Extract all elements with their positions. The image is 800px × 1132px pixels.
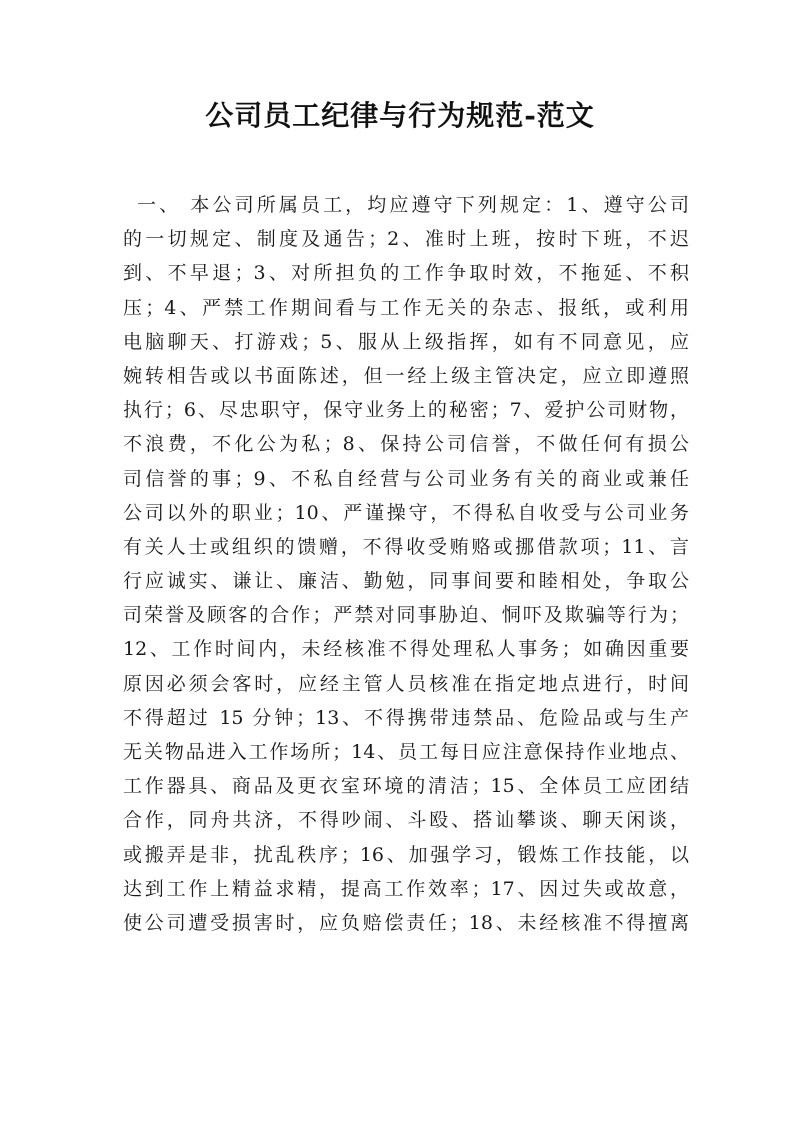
body-line: 一、 本公司所属员工，均应遵守下列规定：1、遵守公司 [137,194,689,216]
body-line: 无关物品进入工作场所；14、员工每日应注意保持作业地点、 [123,741,689,763]
body-line: 使公司遭受损害时，应负赔偿责任；18、未经核准不得擅离 [123,911,689,934]
body-line: 压；4、严禁工作期间看与工作无关的杂志、报纸，或利用 [123,296,689,319]
body-line: 合作，同舟共济，不得吵闹、斗殴、搭讪攀谈、聊天闲谈， [123,809,689,832]
body-line: 公司以外的职业；10、严谨操守，不得私自收受与公司业务 [123,501,689,524]
body-line: 的一切规定、制度及通告；2、准时上班，按时下班，不迟 [123,228,689,251]
body-line: 到、不早退；3、对所担负的工作争取时效，不拖延、不积 [123,262,689,285]
body-line: 不得超过 15 分钟；13、不得携带违禁品、危险品或与生产 [123,706,689,729]
body-line: 电脑聊天、打游戏；5、服从上级指挥，如有不同意见，应 [123,330,689,353]
body-line: 12、工作时间内，未经核准不得处理私人事务；如确因重要 [123,638,689,661]
body-line: 达到工作上精益求精，提高工作效率；17、因过失或故意， [123,877,689,900]
body-line: 工作器具、商品及更衣室环境的清洁；15、全体员工应团结 [123,775,689,798]
body-line: 司荣誉及顾客的合作；严禁对同事胁迫、恫吓及欺骗等行为； [123,604,689,627]
body-line: 行应诚实、谦让、廉洁、勤勉，同事间要和睦相处，争取公 [123,570,689,593]
document-title: 公司员工纪律与行为规范-范文 [205,99,595,132]
body-line: 不浪费，不化公为私；8、保持公司信誉，不做任何有损公 [123,433,689,456]
body-line: 原因必须会客时，应经主管人员核准在指定地点进行，时间 [123,672,689,695]
body-line: 有关人士或组织的馈赠，不得收受贿赂或挪借款项；11、言 [123,535,689,558]
body-line: 婉转相告或以书面陈述，但一经上级主管决定，应立即遵照 [123,364,689,387]
document-body [123,188,689,940]
body-line: 执行；6、尽忠职守，保守业务上的秘密；7、爱护公司财物， [123,399,689,422]
body-line: 或搬弄是非，扰乱秩序；16、加强学习，锻炼工作技能，以 [123,843,689,866]
body-line: 司信誉的事；9、不私自经营与公司业务有关的商业或兼任 [123,467,689,490]
